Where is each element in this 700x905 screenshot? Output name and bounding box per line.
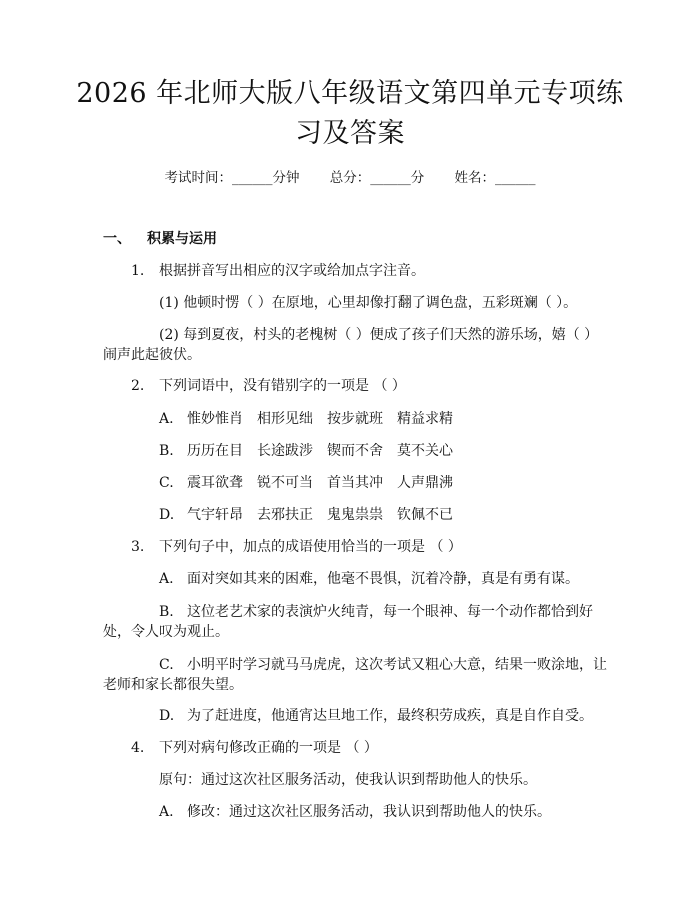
question-4-option-a (159, 802, 551, 822)
question-number: 4. (131, 740, 145, 756)
exam-info-line (0, 168, 700, 188)
section-label: 积累与运用 (147, 231, 217, 247)
option-word: 鬼鬼祟祟 (327, 507, 383, 523)
option-word: 莫不关心 (397, 443, 453, 459)
option-letter: C. (159, 657, 174, 673)
question-2-option-c (159, 473, 467, 493)
question-2-option-a (159, 409, 467, 429)
option-letter: A. (159, 571, 174, 587)
option-word: 震耳欲聋 (187, 475, 243, 491)
option-word: 气宇轩昂 (187, 507, 243, 523)
option-word: 去邪扶正 (257, 507, 313, 523)
question-2-option-d (159, 505, 467, 525)
question-1-sub-1: (1) 他顿时愣（ ）在原地，心里却像打翻了调色盘，五彩斑斓（ ）。 (159, 295, 578, 311)
question-1-sub-2: (2) 每到夏夜，村头的老槐树（ ）便成了孩子们天然的游乐场，嬉（ ） (159, 327, 599, 343)
question-2 (131, 376, 406, 396)
question-text: 下列词语中，没有错别字的一项是 （ ） (159, 378, 406, 394)
question-2-option-b (159, 441, 467, 461)
section-number: 一、 (103, 231, 131, 247)
exam-time-field: 考试时间：______分钟 (164, 170, 300, 186)
option-letter: B. (159, 604, 174, 620)
question-3-option-b (159, 602, 593, 622)
option-word: 人声鼎沸 (397, 475, 453, 491)
option-text: 面对突如其来的困难，他毫不畏惧，沉着冷静，真是有勇有谋。 (187, 571, 579, 587)
option-word: 精益求精 (397, 411, 453, 427)
option-word: 历历在目 (187, 443, 243, 459)
total-score-field: 总分：______分 (329, 170, 425, 186)
option-word: 长途跋涉 (257, 443, 313, 459)
option-text: 这位老艺术家的表演炉火纯青，每一个眼神、每一个动作都恰到好 (187, 604, 593, 620)
question-3-option-c (159, 655, 607, 675)
option-word: 相形见绌 (257, 411, 313, 427)
title-line-1: 2026 年北师大版八年级语文第四单元专项练 (76, 78, 624, 109)
question-4-original: 原句：通过这次社区服务活动，使我认识到帮助他人的快乐。 (159, 772, 537, 788)
option-text: 修改：通过这次社区服务活动，我认识到帮助他人的快乐。 (187, 804, 551, 820)
question-3-option-c-cont: 老师和家长都很失望。 (103, 677, 243, 693)
option-word: 锐不可当 (257, 475, 313, 491)
question-4 (131, 738, 378, 758)
question-number: 2. (131, 378, 145, 394)
option-letter: D. (159, 708, 175, 724)
question-number: 3. (131, 539, 145, 555)
option-word: 锲而不舍 (327, 443, 383, 459)
option-word: 按步就班 (327, 411, 383, 427)
question-text: 根据拼音写出相应的汉字或给加点字注音。 (159, 263, 425, 279)
question-number: 1. (131, 263, 145, 279)
option-word: 钦佩不已 (397, 507, 453, 523)
question-3-option-b-cont: 处，令人叹为观止。 (103, 624, 229, 640)
page-title (60, 74, 640, 154)
option-text: 小明平时学习就马马虎虎，这次考试又粗心大意，结果一败涂地，让 (187, 657, 607, 673)
title-line-2: 习及答案 (295, 118, 405, 149)
option-letter: D. (159, 507, 175, 523)
section-heading (103, 229, 217, 249)
option-word: 首当其冲 (327, 475, 383, 491)
question-3-option-a (159, 569, 579, 589)
question-text: 下列对病句修改正确的一项是 （ ） (159, 740, 378, 756)
question-text: 下列句子中，加点的成语使用恰当的一项是 （ ） (159, 539, 462, 555)
question-3 (131, 537, 462, 557)
option-text: 为了赶进度，他通宵达旦地工作，最终积劳成疾，真是自作自受。 (187, 708, 593, 724)
option-letter: A. (159, 804, 174, 820)
name-field: 姓名：______ (454, 170, 536, 186)
question-1 (131, 261, 425, 281)
option-letter: C. (159, 475, 174, 491)
option-word: 惟妙惟肖 (187, 411, 243, 427)
question-3-option-d (159, 706, 593, 726)
option-letter: A. (159, 411, 174, 427)
option-letter: B. (159, 443, 174, 459)
question-1-sub-2-cont: 闹声此起彼伏。 (103, 347, 201, 363)
